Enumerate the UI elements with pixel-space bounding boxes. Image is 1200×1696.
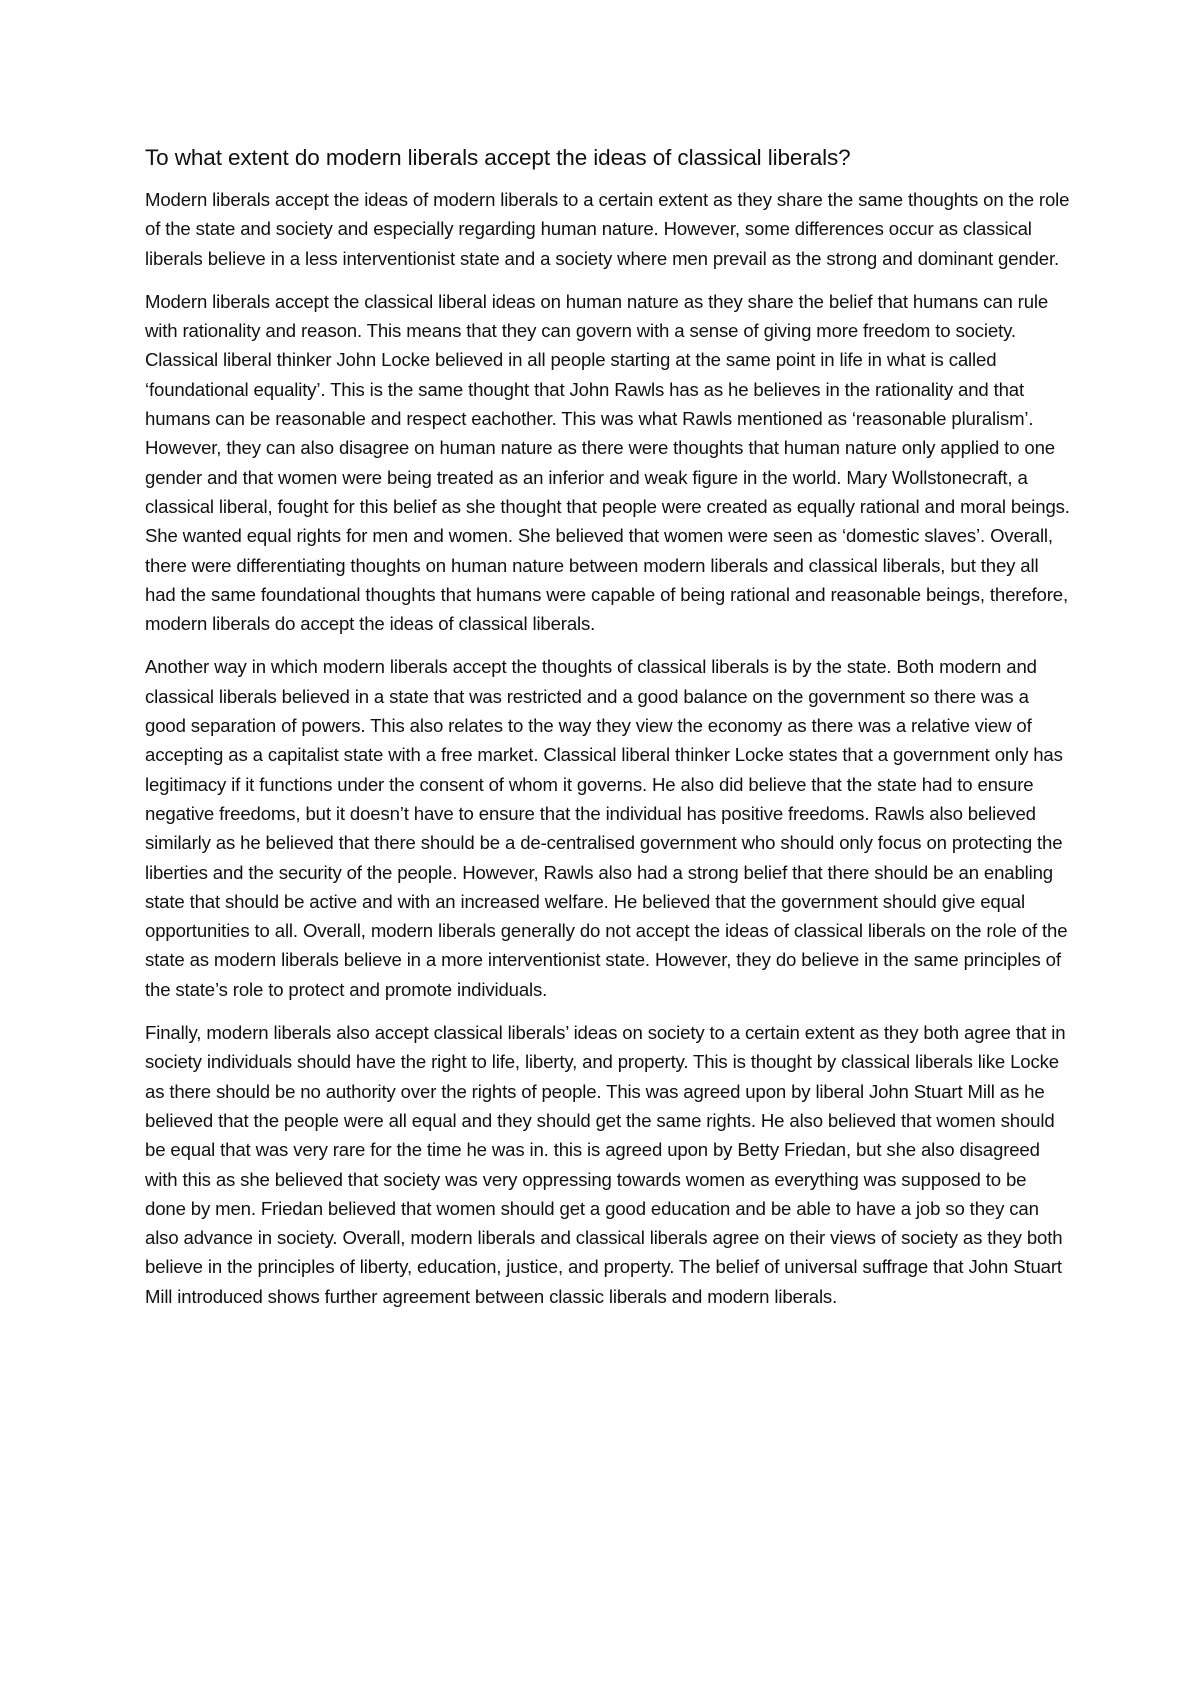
- document-title: To what extent do modern liberals accept the ideas of classical liberals?: [145, 145, 851, 170]
- paragraph-introduction: Modern liberals accept the ideas of modern liberals to a certain extent as they share the same thoughts on the role of the state and society and especially regarding human nature. However, some differences occur as classical liberals believe in a less interventionist state and a society where men prevail as the strong and dominant gender.: [145, 189, 1070, 269]
- paragraph-state: Another way in which modern liberals accept the thoughts of classical liberals is by the state. Both modern and classical liberals believed in a state that was restricted and a good balance on the government so there was a good separation of powers. This also relates to the way they view the economy as there was a relative view of accepting as a capitalist state with a free market. Classical liberal thinker Locke states that a government only has legitimacy if it functions under the consent of whom it governs. He also did believe that the state had to ensure negative freedoms, but it doesn’t have to ensure that the individual has positive freedoms. Rawls also believed similarly as he believed that there should be a de-centralised government who should only focus on protecting the liberties and the security of the people. However, Rawls also had a strong belief that there should be an enabling state that should be active and with an increased welfare. He believed that the government should give equal opportunities to all. Overall, modern liberals generally do not accept the ideas of classical liberals on the role of the state as modern liberals believe in a more interventionist state. However, they do believe in the same principles of the state’s role to protect and promote individuals.: [145, 656, 1068, 1000]
- paragraph-society: Finally, modern liberals also accept classical liberals’ ideas on society to a certain extent as they both agree that in society individuals should have the right to life, liberty, and property. This is thought by classical liberals like Locke as there should be no authority over the rights of people. This was agreed upon by liberal John Stuart Mill as he believed that the people were all equal and they should get the same rights. He also believed that women should be equal that was very rare for the time he was in. this is agreed upon by Betty Friedan, but she also disagreed with this as she believed that society was very oppressing towards women as everything was supposed to be done by men. Friedan believed that women should get a good education and be able to have a job so they can also advance in society. Overall, modern liberals and classical liberals agree on their views of society as they both believe in the principles of liberty, education, justice, and property. The belief of universal suffrage that John Stuart Mill introduced shows further agreement between classic liberals and modern liberals.: [145, 1022, 1066, 1307]
- paragraph-human-nature: Modern liberals accept the classical liberal ideas on human nature as they share the belief that humans can rule with rationality and reason. This means that they can govern with a sense of giving more freedom to society. Classical liberal thinker John Locke believed in all people starting at the same point in life in what is called ‘foundational equality’. This is the same thought that John Rawls has as he believes in the rationality and that humans can be reasonable and respect eachother. This was what Rawls mentioned as ‘reasonable pluralism’. However, they can also disagree on human nature as there were thoughts that human nature only applied to one gender and that women were being treated as an inferior and weak figure in the world. Mary Wollstonecraft, a classical liberal, fought for this belief as she thought that people were created as equally rational and moral beings. She wanted equal rights for men and women. She believed that women were seen as ‘domestic slaves’. Overall, there were differentiating thoughts on human nature between modern liberals and classical liberals, but they all had the same foundational thoughts that humans were capable of being rational and reasonable beings, therefore, modern liberals do accept the ideas of classical liberals.: [145, 290, 1070, 635]
- document-body: [145, 143, 1070, 1325]
